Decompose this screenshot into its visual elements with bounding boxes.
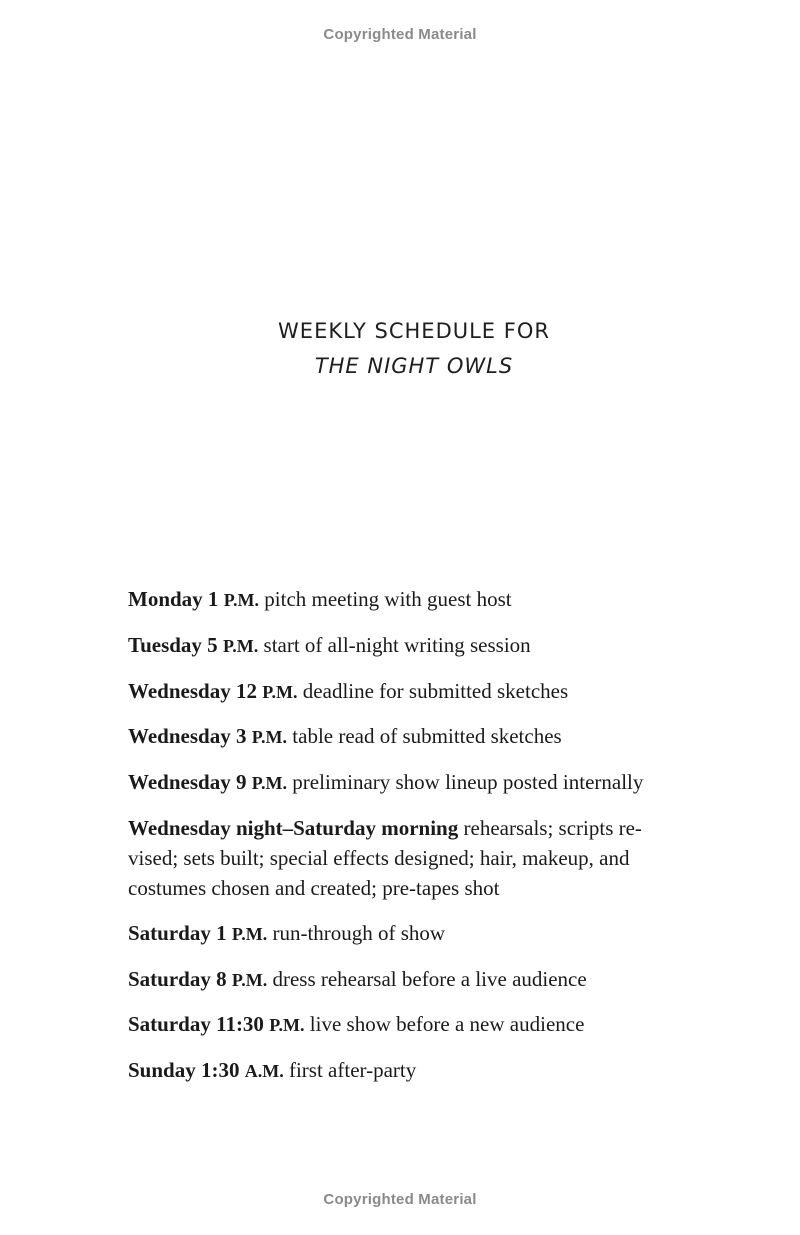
entry-time: Tuesday 5	[128, 632, 218, 657]
entry-ampm: P.M.	[251, 773, 288, 794]
entry-activity: first after-party	[288, 1058, 417, 1083]
schedule-entry	[128, 813, 688, 903]
entry-time: Wednesday 12	[128, 678, 257, 703]
schedule-list	[128, 584, 688, 1101]
entry-activity: preliminary show lineup posted internally	[292, 770, 644, 795]
entry-ampm: P.M.	[223, 590, 260, 610]
entry-ampm: P.M.	[262, 681, 298, 702]
schedule-title	[0, 314, 800, 384]
schedule-entry	[128, 676, 688, 707]
schedule-entry	[128, 1055, 688, 1086]
entry-time: Monday 1	[128, 587, 219, 611]
entry-ampm: P.M.	[269, 1015, 305, 1036]
entry-time: Wednesday 3	[128, 724, 247, 749]
title-line-1: WEEKLY SCHEDULE FOR	[278, 319, 550, 343]
entry-time: Saturday 11:30	[128, 1012, 264, 1037]
entry-activity: table read of submitted sketches	[292, 724, 562, 749]
entry-ampm: P.M.	[231, 969, 268, 990]
entry-time: Saturday 8	[128, 966, 227, 991]
entry-activity: run-through of show	[272, 920, 446, 945]
entry-ampm: P.M.	[231, 923, 268, 944]
entry-time: Wednesday 9	[128, 770, 247, 795]
entry-activity: dress rehearsal before a live audience	[272, 966, 587, 991]
entry-ampm: P.M.	[251, 727, 288, 748]
entry-time: Wednesday night–Saturday morning	[128, 815, 459, 840]
schedule-entry	[128, 1009, 688, 1040]
entry-time: Sunday 1:30	[128, 1058, 240, 1083]
entry-activity: start of all-night writing session	[263, 632, 531, 657]
title-line-2-show-name: THE NIGHT OWLS	[314, 354, 514, 378]
watermark-top: Copyrighted Material	[323, 26, 477, 43]
schedule-entry	[128, 767, 688, 798]
schedule-entry	[128, 584, 688, 615]
watermark-bottom: Copyrighted Material	[323, 1191, 477, 1208]
entry-ampm: A.M.	[244, 1061, 284, 1082]
entry-activity: rehearsals; scripts re-vised; sets built; special effects designed; hair, makeup, and costumes chosen and created; pre-tapes shot	[128, 815, 642, 900]
entry-ampm: P.M.	[222, 635, 259, 656]
schedule-entry	[128, 721, 688, 752]
schedule-entry	[128, 964, 688, 995]
entry-time: Saturday 1	[128, 920, 227, 945]
schedule-entry	[128, 918, 688, 949]
schedule-entry	[128, 630, 688, 661]
entry-activity: deadline for submitted sketches	[302, 678, 569, 703]
entry-activity: live show before a new audience	[309, 1012, 585, 1037]
entry-activity: pitch meeting with guest host	[264, 587, 512, 611]
